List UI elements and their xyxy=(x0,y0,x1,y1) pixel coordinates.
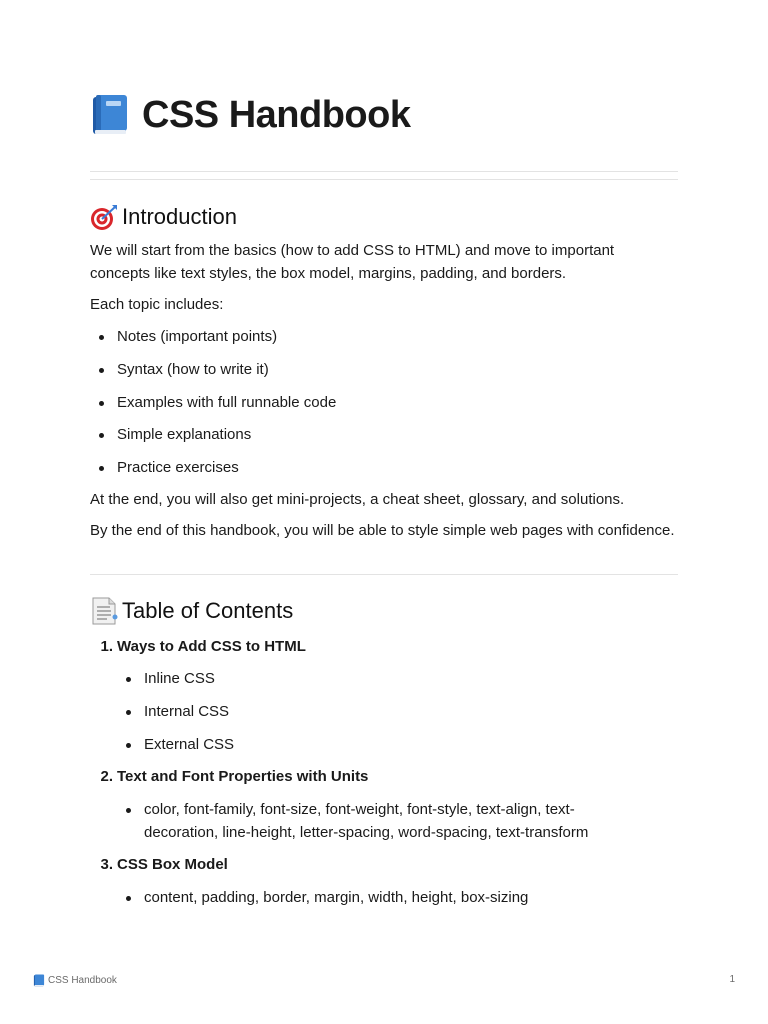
bullet xyxy=(99,433,104,438)
section-number: 2. xyxy=(100,768,113,785)
toc-subitem xyxy=(144,734,234,757)
toc-section xyxy=(100,766,369,789)
page-document-icon xyxy=(90,597,118,625)
bullet xyxy=(126,743,131,748)
intro-paragraph: By the end of this handbook, you will be able to style simple web pages with confidence. xyxy=(90,522,675,539)
blue-book-icon xyxy=(90,94,130,136)
list-item xyxy=(117,457,239,480)
page-footer xyxy=(33,974,117,987)
list-item xyxy=(117,424,251,447)
toc-section xyxy=(100,636,306,659)
list-item-text: Syntax (how to write it) xyxy=(117,361,269,378)
bullet xyxy=(99,466,104,471)
section-title: CSS Box Model xyxy=(117,856,228,873)
toc-section xyxy=(100,854,228,877)
subitem-text: External CSS xyxy=(144,736,235,753)
intro-paragraph: Each topic includes: xyxy=(90,296,224,313)
bullet xyxy=(99,335,104,340)
list-item-text: Practice exercises xyxy=(117,459,239,476)
list-item-text: Notes (important points) xyxy=(117,328,278,345)
bullet xyxy=(126,808,131,813)
toc-subitem xyxy=(144,887,528,910)
subitem-text: color, font-family, font-size, font-weight, font-style, text-align, text-decoration, line-height, letter-spacing, word-spacing, text-transform xyxy=(144,801,589,841)
section-number: 1. xyxy=(100,638,113,655)
list-item xyxy=(117,359,269,382)
bullet xyxy=(99,368,104,373)
list-item xyxy=(117,326,277,349)
section-number: 3. xyxy=(100,856,113,873)
section-title: Text and Font Properties with Units xyxy=(117,768,369,785)
divider xyxy=(90,574,678,575)
blue-book-icon xyxy=(33,974,45,987)
target-dart-icon xyxy=(90,203,118,231)
subitem-text: content, padding, border, margin, width, height, box-sizing xyxy=(144,889,529,906)
bullet xyxy=(99,401,104,406)
toc-heading-row xyxy=(90,597,293,625)
title-row xyxy=(90,92,410,138)
divider xyxy=(90,171,678,172)
section-title: Ways to Add CSS to HTML xyxy=(117,638,306,655)
bullet xyxy=(126,710,131,715)
list-item-text: Examples with full runnable code xyxy=(117,394,337,411)
subitem-text: Inline CSS xyxy=(144,670,215,687)
bullet xyxy=(126,677,131,682)
intro-paragraph: We will start from the basics (how to add CSS to HTML) and move to important concepts like text styles, the box model, margins, padding, and borders. xyxy=(90,242,615,282)
bullet xyxy=(126,896,131,901)
introduction-heading: Introduction xyxy=(122,204,237,229)
toc-subitem xyxy=(144,799,644,844)
divider xyxy=(90,179,678,180)
list-item-text: Simple explanations xyxy=(117,426,252,443)
subitem-text: Internal CSS xyxy=(144,703,230,720)
toc-subitem xyxy=(144,668,215,691)
introduction-heading-row xyxy=(90,203,237,231)
page-title: CSS Handbook xyxy=(142,94,411,136)
page-number: 1 xyxy=(729,974,735,985)
footer-title: CSS Handbook xyxy=(48,975,117,986)
list-item xyxy=(117,392,336,415)
intro-paragraph: At the end, you will also get mini-projects, a cheat sheet, glossary, and solutions. xyxy=(90,491,625,508)
toc-heading: Table of Contents xyxy=(122,598,294,623)
toc-subitem xyxy=(144,701,229,724)
